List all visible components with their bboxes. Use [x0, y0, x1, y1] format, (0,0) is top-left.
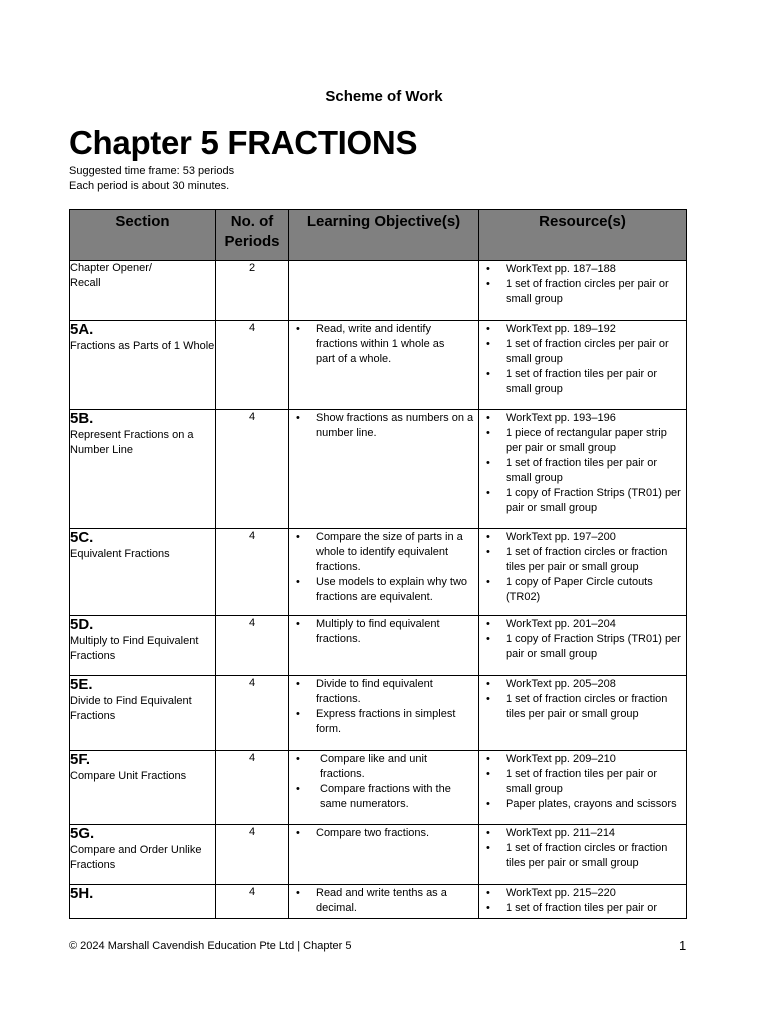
list-item: • 1 set of fraction tiles per pair or	[479, 901, 682, 916]
resources-cell	[479, 529, 687, 616]
list-item: • Read, write and identify fractions within 1 whole as part of a whole.	[289, 322, 450, 367]
list-item: • 1 set of fraction circles per pair or small group	[479, 277, 682, 307]
periods-cell: 4	[216, 676, 289, 751]
periods-cell: 4	[216, 529, 289, 616]
list-item: • Use models to explain why two fractions are equivalent.	[289, 575, 474, 605]
periods-cell: 2	[216, 261, 289, 321]
section-title: Fractions as Parts of 1 Whole	[70, 340, 215, 352]
resources-cell	[479, 885, 687, 919]
objectives-cell	[289, 616, 479, 676]
footer-copyright: © 2024 Marshall Cavendish Education Pte Ltd | Chapter 5	[69, 940, 352, 952]
list-item: • 1 set of fraction circles or fraction tiles per pair or small group	[479, 692, 682, 722]
list-item: • Compare the size of parts in a whole to identify equivalent fractions.	[289, 530, 474, 575]
section-code: 5C.	[70, 529, 94, 546]
chapter-heading: Chapter 5 FRACTIONS	[69, 124, 418, 161]
objectives-cell	[289, 261, 479, 321]
section-cell	[70, 529, 216, 616]
list-item: • WorkText pp. 189–192	[479, 322, 682, 337]
list-item: • 1 copy of Fraction Strips (TR01) per pair or small group	[479, 486, 682, 516]
section-code: 5G.	[70, 825, 95, 842]
header-objectives: Learning Objective(s)	[289, 210, 479, 261]
section-cell	[70, 321, 216, 410]
section-cell	[70, 410, 216, 529]
objectives-cell	[289, 751, 479, 825]
header-periods: No. of Periods	[216, 210, 289, 261]
resources-cell	[479, 676, 687, 751]
list-item: • Divide to find equivalent fractions.	[289, 677, 474, 707]
periods-cell: 4	[216, 751, 289, 825]
resources-cell	[479, 825, 687, 885]
list-item: • 1 set of fraction circles per pair or small group	[479, 337, 682, 367]
periods-cell: 4	[216, 825, 289, 885]
objectives-cell	[289, 825, 479, 885]
section-title: Compare and Order Unlike Fractions	[70, 844, 202, 871]
objectives-cell	[289, 321, 479, 410]
resources-cell	[479, 261, 687, 321]
section-title: Represent Fractions on a Number Line	[70, 429, 194, 456]
section-title: Compare Unit Fractions	[70, 770, 187, 782]
list-item: • 1 set of fraction tiles per pair or small group	[479, 367, 682, 397]
table-row	[70, 825, 687, 885]
list-item: • Multiply to find equivalent fractions.	[289, 617, 474, 647]
section-title: Multiply to Find Equivalent Fractions	[70, 635, 199, 662]
list-item: • Read and write tenths as a decimal.	[289, 886, 474, 916]
section-code: 5F.	[70, 751, 91, 768]
periods-cell: 4	[216, 885, 289, 919]
header-section: Section	[70, 210, 216, 261]
header-resources: Resource(s)	[479, 210, 687, 261]
list-item: • Paper plates, crayons and scissors	[479, 797, 682, 812]
section-title: Divide to Find Equivalent Fractions	[70, 695, 192, 722]
resources-cell	[479, 410, 687, 529]
periods-cell: 4	[216, 616, 289, 676]
list-item: • Compare like and unit fractions.	[289, 752, 458, 782]
list-item: • WorkText pp. 187–188	[479, 262, 682, 277]
resources-cell	[479, 616, 687, 676]
list-item: • WorkText pp. 201–204	[479, 617, 682, 632]
section-code: 5B.	[70, 410, 94, 427]
list-item: • 1 set of fraction circles or fraction tiles per pair or small group	[479, 545, 682, 575]
periods-cell: 4	[216, 321, 289, 410]
resources-cell	[479, 751, 687, 825]
objectives-cell	[289, 410, 479, 529]
section-title: Equivalent Fractions	[70, 548, 170, 560]
section-cell	[70, 261, 216, 321]
objectives-cell	[289, 529, 479, 616]
list-item: • Compare fractions with the same numerators.	[289, 782, 458, 812]
list-item: • Compare two fractions.	[289, 826, 474, 841]
section-cell	[70, 885, 216, 919]
list-item: • WorkText pp. 215–220	[479, 886, 682, 901]
document-title: Scheme of Work	[325, 88, 443, 105]
section-cell	[70, 616, 216, 676]
section-code: 5E.	[70, 676, 93, 693]
section-code: 5A.	[70, 321, 94, 338]
resources-cell	[479, 321, 687, 410]
list-item: • 1 set of fraction tiles per pair or small group	[479, 456, 682, 486]
scheme-of-work-table	[69, 209, 687, 919]
table-row	[70, 261, 687, 321]
table-row	[70, 885, 687, 919]
objectives-cell	[289, 676, 479, 751]
section-cell	[70, 676, 216, 751]
section-code: 5H.	[70, 885, 94, 902]
section-cell	[70, 751, 216, 825]
table-row	[70, 529, 687, 616]
table-row	[70, 616, 687, 676]
section-cell	[70, 825, 216, 885]
time-frame-text: Suggested time frame: 53 periods	[69, 165, 235, 177]
table-header-row	[70, 210, 687, 261]
list-item: • WorkText pp. 197–200	[479, 530, 682, 545]
list-item: • WorkText pp. 209–210	[479, 752, 682, 767]
table-row	[70, 410, 687, 529]
list-item: • 1 copy of Fraction Strips (TR01) per pair or small group	[479, 632, 682, 662]
list-item: • 1 set of fraction circles or fraction tiles per pair or small group	[479, 841, 682, 871]
periods-cell: 4	[216, 410, 289, 529]
section-title: Chapter Opener/ Recall	[70, 262, 152, 289]
list-item: • 1 piece of rectangular paper strip per pair or small group	[479, 426, 682, 456]
section-code: 5D.	[70, 616, 94, 633]
table-row	[70, 321, 687, 410]
objectives-cell	[289, 885, 479, 919]
period-length-text: Each period is about 30 minutes.	[69, 180, 230, 192]
list-item: • 1 set of fraction tiles per pair or small group	[479, 767, 682, 797]
list-item: • WorkText pp. 193–196	[479, 411, 682, 426]
table-row	[70, 676, 687, 751]
list-item: • 1 copy of Paper Circle cutouts (TR02)	[479, 575, 682, 605]
list-item: • Show fractions as numbers on a number line.	[289, 411, 474, 441]
page-number: 1	[679, 938, 687, 953]
list-item: • WorkText pp. 205–208	[479, 677, 682, 692]
list-item: • Express fractions in simplest form.	[289, 707, 474, 737]
list-item: • WorkText pp. 211–214	[479, 826, 682, 841]
table-row	[70, 751, 687, 825]
